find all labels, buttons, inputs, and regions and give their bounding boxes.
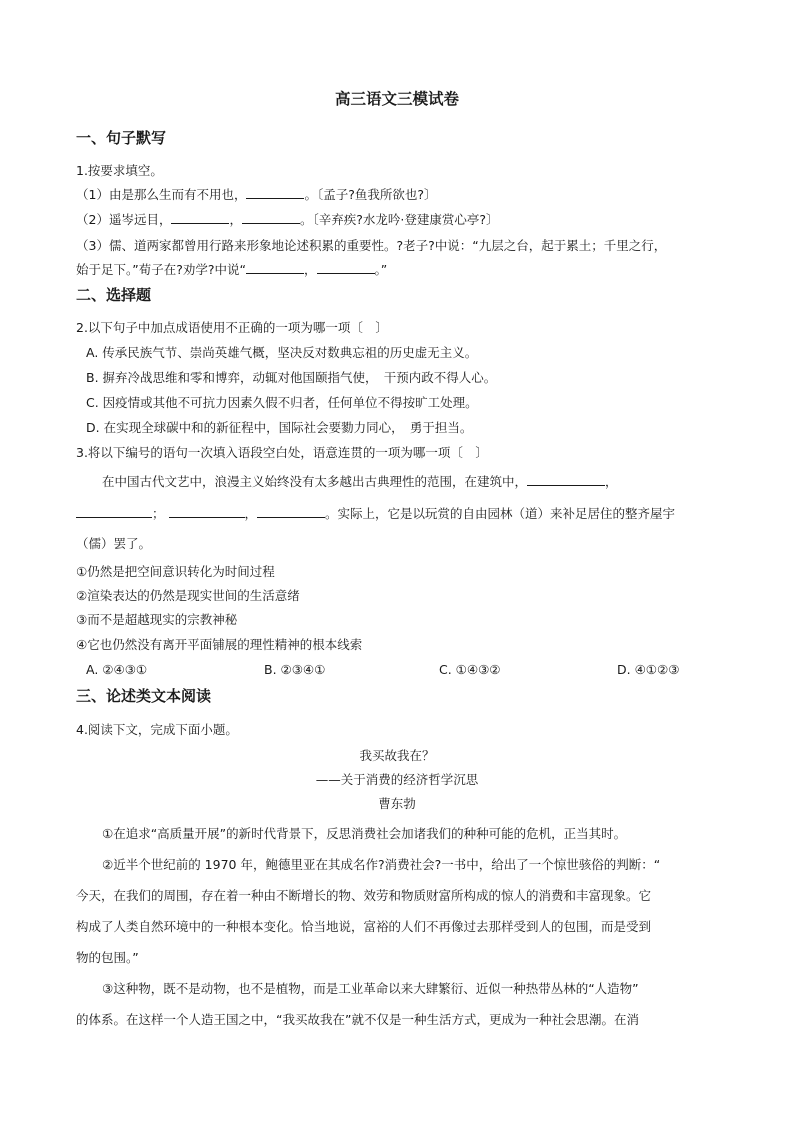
q1-stem: 1.按要求填空。 — [76, 163, 163, 178]
answer-blank[interactable] — [76, 505, 152, 518]
page-title: 高三语文三模试卷 — [334, 90, 459, 108]
q3-option-c: C. ①④③② — [439, 662, 501, 677]
q1-item-3-suffix: 。” — [374, 262, 388, 277]
q2-option-b — [86, 369, 496, 387]
q2-option-d-text-1: D. 在实现全球碳中和的新征程中，国际社会要勠力同心 — [86, 420, 392, 435]
q3-item-4: ④它也仍然没有离开平面铺展的理性精神的根本线索 — [76, 637, 363, 652]
q1-item-1-suffix: 。〔孟子?鱼我所欲也?〕 — [304, 187, 437, 202]
article-paragraph-2-line-4: 物的包围。” — [76, 950, 139, 965]
answer-blank[interactable] — [171, 211, 229, 224]
section-heading-1: 一、句子默写 — [76, 129, 167, 147]
q3-passage-comma-2: ， — [244, 506, 258, 521]
q1-item-3-line-1: （3）儒、道两家都曾用行路来形象地论述积累的重要性。?老子?中说：“九层之台，起于累土；千里之行， — [76, 238, 667, 253]
answer-blank[interactable] — [257, 505, 325, 518]
answer-blank[interactable] — [246, 186, 304, 199]
q2-option-d — [86, 419, 472, 437]
article-subtitle: ——关于消费的经济哲学沉思 — [315, 772, 479, 787]
q3-item-2: ②渲染表达的仍然是现实世间的生活意绪 — [76, 588, 300, 603]
q3-option-b: B. ②③④① — [264, 662, 326, 677]
article-paragraph-2-line-2: 今天，在我们的周围，存在着一种由不断增长的物、效劳和物质财富所构成的惊人的消费和丰富现象。它 — [76, 888, 652, 903]
q3-passage-semicolon: ； — [152, 506, 165, 521]
q1-item-3-line-2 — [76, 261, 387, 279]
q3-passage-comma: ， — [605, 474, 618, 489]
q3-item-1: ①仍然是把空间意识转化为时间过程 — [76, 564, 275, 579]
q1-item-3-prefix: 始于足下。”荀子在?劝学?中说“ — [76, 262, 246, 277]
article-paragraph-3-line-2: 的体系。在这样一个人造王国之中，“我买故我在”就不仅是一种生活方式，更成为一种社会思潮。在消 — [76, 1012, 639, 1027]
answer-blank[interactable] — [242, 211, 300, 224]
q3-item-3: ③而不是超越现实的宗教神秘 — [76, 612, 238, 627]
q4-stem: 4.阅读下文，完成下面小题。 — [76, 722, 238, 737]
q2-option-d-text-2: ， 勇于担当。 — [391, 420, 473, 435]
q3-passage-text-1: 在中国古代文艺中，浪漫主义始终没有太多越出古典理性的范围，在建筑中， — [102, 474, 528, 489]
article-paragraph-2-line-1: ②近半个世纪前的 1970 年，鲍德里亚在其成名作?消费社会?一书中，给出了一个惊世骇俗的判断：“ — [102, 857, 661, 872]
article-author: 曹东勃 — [378, 796, 416, 811]
q3-passage-text-2: 。实际上，它是以玩赏的自由园林（道）来补足居住的整齐屋宇 — [325, 506, 676, 521]
q1-item-3-mid: ， — [303, 262, 317, 277]
q2-stem: 2.以下句子中加点成语使用不正确的一项为哪一项〔 〕 — [76, 320, 388, 335]
q1-item-2-suffix: 。〔辛弃疾?水龙吟·登建康赏心亭?〕 — [299, 212, 499, 227]
q1-item-2-prefix: （2）遥岑远目， — [76, 212, 172, 227]
q1-item-1-prefix: （1）由是那么生而有不用也， — [76, 187, 247, 202]
q3-option-d: D. ④①②③ — [617, 662, 680, 677]
q3-stem: 3.将以下编号的语句一次填入语段空白处，语意连贯的一项为哪一项〔 〕 — [76, 445, 488, 460]
q1-item-2 — [76, 211, 498, 229]
answer-blank[interactable] — [317, 261, 375, 274]
q1-item-2-mid: ， — [229, 212, 242, 227]
article-paragraph-1: ①在追求“高质量开展”的新时代背景下，反思消费社会加诸我们的种种可能的危机，正当其时。 — [102, 826, 627, 841]
section-heading-3: 三、论述类文本阅读 — [76, 687, 212, 705]
section-heading-2: 二、选择题 — [76, 286, 152, 304]
article-title: 我买故我在？ — [359, 748, 435, 763]
q2-option-b-text-2: ， 干预内政不得人心。 — [365, 370, 497, 385]
answer-blank[interactable] — [527, 473, 605, 486]
q3-passage-line-2 — [76, 505, 675, 523]
answer-blank[interactable] — [246, 261, 304, 274]
q3-passage-line-1 — [102, 473, 618, 491]
article-paragraph-3-line-1: ③这种物，既不是动物，也不是植物，而是工业革命以来大肆繁衍、近似一种热带丛林的“人造物” — [102, 981, 639, 996]
q2-option-b-text-1: B. 摒弃冷战思维和零和博弈，动辄对他国颐指气使 — [86, 370, 366, 385]
q1-item-1 — [76, 186, 437, 204]
q2-option-c: C. 因疫情或其他不可抗力因素久假不归者，任何单位不得按旷工处理。 — [86, 395, 478, 410]
q3-passage-line-3: （儒）罢了。 — [76, 536, 152, 551]
q2-option-a: A. 传承民族气节、崇尚英雄气概，坚决反对数典忘祖的历史虚无主义。 — [86, 345, 478, 360]
article-paragraph-2-line-3: 构成了人类自然环境中的一种根本变化。恰当地说，富裕的人们不再像过去那样受到人的包围，而是受到 — [76, 919, 652, 934]
answer-blank[interactable] — [169, 505, 245, 518]
q3-option-a: A. ②④③① — [86, 662, 148, 677]
